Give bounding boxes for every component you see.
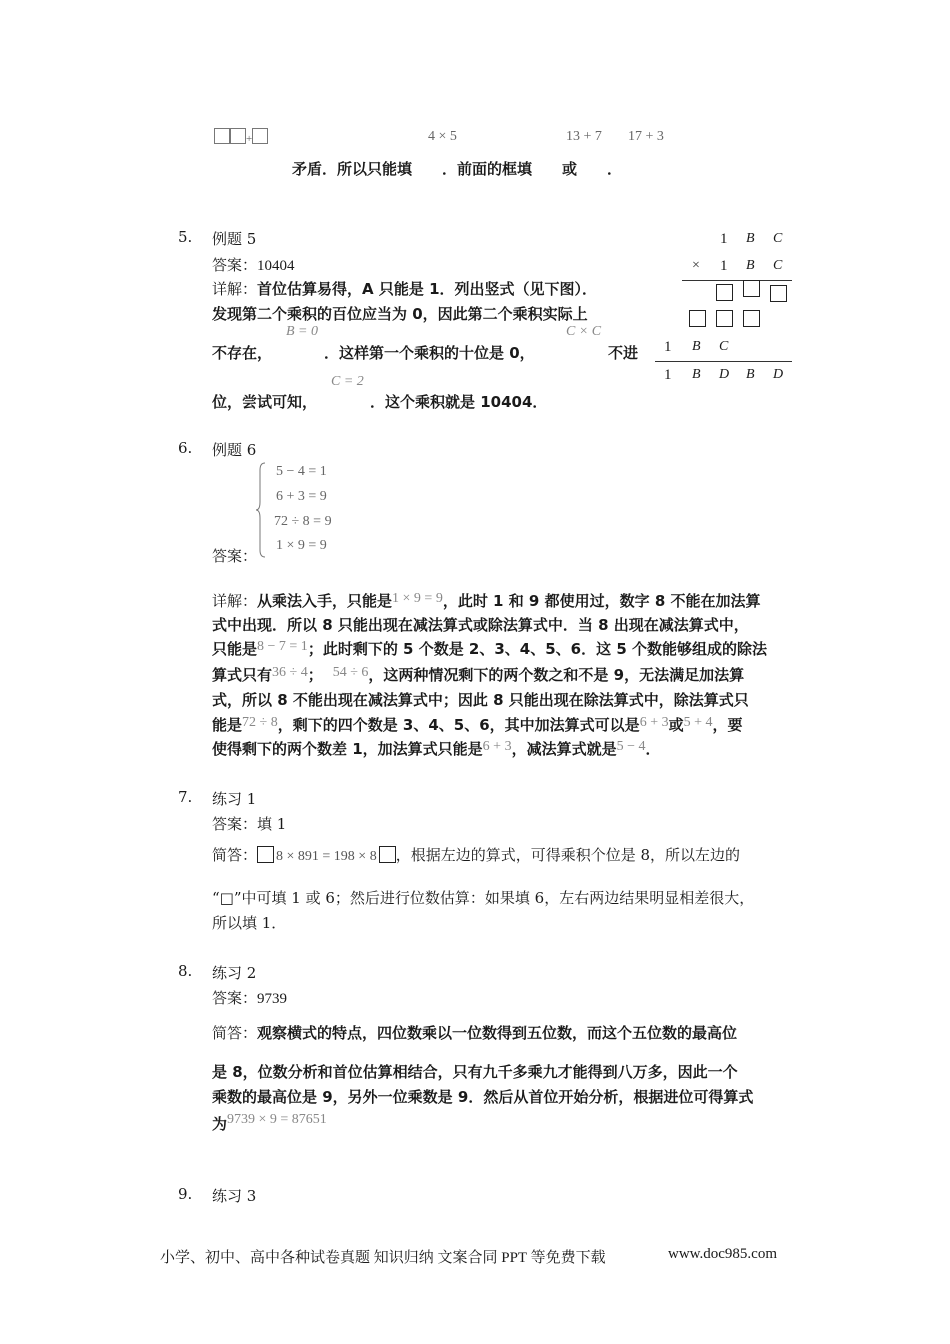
blank-box xyxy=(716,310,733,327)
brief-text: 观察横式的特点，四位数乘以一位数得到五位数，而这个五位数的最高位 xyxy=(257,1024,738,1042)
item-number: 9. xyxy=(178,1185,193,1203)
blank-box xyxy=(770,285,787,302)
detail-text: 算式只有 xyxy=(212,666,273,684)
formula: 36 ÷ 4 xyxy=(272,665,308,680)
answer-label: 答案： xyxy=(212,815,258,833)
detail-line-3c: 不进 xyxy=(608,344,639,362)
formula-c2: C = 2 xyxy=(331,374,364,389)
equation: 72 ÷ 8 = 9 xyxy=(274,514,332,529)
answer-row xyxy=(212,254,295,275)
detail-line xyxy=(212,590,760,611)
item-title: 例题 6 xyxy=(212,441,257,459)
digit: C xyxy=(773,258,783,273)
blank-box xyxy=(252,128,268,144)
digit: B xyxy=(692,367,701,382)
detail-text: ，剩下的四个数是 3、4、5、6，其中加法算式可以是 xyxy=(277,716,640,734)
answer-value: 9739 xyxy=(257,991,288,1007)
blank-box xyxy=(379,846,396,863)
digit: B xyxy=(746,367,755,382)
rule-line xyxy=(682,280,792,281)
detail-line-4a: 位，尝试可知， xyxy=(212,393,318,411)
brief-label: 简答： xyxy=(212,1024,258,1042)
brief-line: 乘数的最高位是 9，另外一位乘数是 9．然后从首位开始分析，根据进位可得算式 xyxy=(212,1088,754,1106)
formula: 9739 × 9 = 87651 xyxy=(227,1112,327,1127)
detail-text: 能是 xyxy=(212,716,243,734)
detail-text: 使得剩下的两个数差 1，加法算式只能是 xyxy=(212,740,483,758)
formula: 8 − 7 = 1 xyxy=(257,639,308,654)
brief-text: 为 xyxy=(212,1115,228,1133)
detail-text: ； xyxy=(307,666,323,684)
detail-label: 详解： xyxy=(212,280,258,298)
digit: 1 xyxy=(664,339,672,355)
detail-line xyxy=(212,738,661,759)
formula: 8 × 891 = 198 × 8 xyxy=(276,849,377,864)
formula: 72 ÷ 8 xyxy=(242,715,278,730)
footer-url[interactable]: www.doc985.com xyxy=(668,1246,778,1262)
rule-line xyxy=(655,361,792,362)
detail-line-4b: ．这个乘积就是 10404． xyxy=(370,393,548,411)
expr-17p3: 17 + 3 xyxy=(628,129,664,144)
brief-text: ，根据左边的算式，可得乘积个位是 8，所以左边的 xyxy=(395,846,741,864)
formula-b0: B = 0 xyxy=(286,324,318,339)
detail-text: 首位估算易得，A 只能是 1．列出竖式（见下图）． xyxy=(257,280,598,298)
answer-value: 10404 xyxy=(257,258,295,274)
detail-text: ，要 xyxy=(712,716,743,734)
digit: 1 xyxy=(664,367,672,383)
item-title: 练习 1 xyxy=(212,790,257,808)
answer-row xyxy=(212,813,286,834)
formula: 5 + 4 xyxy=(683,715,713,730)
detail-line: 式中出现．所以 8 只能出现在减法算式或除法算式中．当 8 出现在减法算式中， xyxy=(212,616,749,634)
item-number: 7. xyxy=(178,788,193,806)
detail-text: ；此时剩下的 5 个数是 2、3、4、5、6．这 5 个数能够组成的除法 xyxy=(307,640,767,658)
formula: 6 + 3 xyxy=(639,715,669,730)
brief-line xyxy=(212,1112,327,1134)
detail-line-2: 发现第二个乘积的百位应当为 0，因此第二个乘积实际上 xyxy=(212,305,588,323)
detail-line xyxy=(212,664,744,685)
formula: 5 − 4 xyxy=(616,739,646,754)
item-title: 练习 2 xyxy=(212,964,257,982)
digit: D xyxy=(719,367,730,382)
item-title: 练习 3 xyxy=(212,1187,257,1205)
equation: 6 + 3 = 9 xyxy=(276,489,327,504)
blank-box xyxy=(716,284,733,301)
digit: C xyxy=(719,339,729,354)
digit: D xyxy=(773,367,784,382)
detail-text: 只能是 xyxy=(212,640,258,658)
brief-line xyxy=(212,1022,737,1043)
detail-label: 详解： xyxy=(212,592,258,610)
item-title: 例题 5 xyxy=(212,230,257,248)
digit: 1 xyxy=(720,258,728,274)
brief-line: 是 8，位数分析和首位估算相结合，只有九千多乘九才能得到八万多，因此一个 xyxy=(212,1063,738,1081)
detail-line-1 xyxy=(212,278,597,299)
equation: 5 − 4 = 1 xyxy=(276,464,327,479)
equation: 1 × 9 = 9 xyxy=(276,538,327,553)
detail-text: ，减法算式就是 xyxy=(511,740,617,758)
blank-box xyxy=(257,846,274,863)
top-formula-row xyxy=(214,128,268,146)
answer-row xyxy=(212,987,287,1008)
answer-label: 答案： xyxy=(212,547,258,565)
expr-4x5: 4 × 5 xyxy=(428,129,457,144)
blank-box xyxy=(743,280,760,297)
brief-label: 简答： xyxy=(212,846,258,864)
item-number: 8. xyxy=(178,962,193,980)
detail-text: 从乘法入手，只能是 xyxy=(257,592,393,610)
formula-cxc: C × C xyxy=(566,324,602,339)
brief-line: 所以填 1． xyxy=(212,914,287,932)
plus-sign: + xyxy=(246,133,253,145)
formula: 1 × 9 = 9 xyxy=(392,591,443,606)
footer-text: 小学、初中、高中各种试卷真题 知识归纳 文案合同 PPT 等免费下载 xyxy=(160,1250,606,1266)
detail-line: 式，所以 8 不能出现在减法算式中；因此 8 只能出现在除法算式中，除法算式只 xyxy=(212,691,749,709)
answer-label: 答案： xyxy=(212,256,258,274)
times-sign: × xyxy=(692,258,700,273)
top-line: 矛盾．所以只能填 ．前面的框填 或 ． xyxy=(292,160,623,178)
detail-line-3a: 不存在， xyxy=(212,344,273,362)
digit: B xyxy=(692,339,701,354)
brace-icon xyxy=(256,462,266,558)
brief-line xyxy=(212,844,740,865)
detail-text: ，此时 1 和 9 都使用过，数字 8 不能在加法算 xyxy=(442,592,761,610)
digit: B xyxy=(746,231,755,246)
item-number: 5. xyxy=(178,228,193,246)
detail-text: ，这两种情况剩下的两个数之和不是 9，无法满足加法算 xyxy=(368,666,745,684)
formula: 54 ÷ 6 xyxy=(332,665,369,680)
detail-line xyxy=(212,714,743,735)
blank-box xyxy=(214,128,230,144)
blank-box xyxy=(743,310,760,327)
answer-value: 填 1 xyxy=(257,815,287,833)
blank-box xyxy=(689,310,706,327)
brief-line: “□”中可填 1 或 6；然后进行位数估算：如果填 6，左右两边结果明显相差很大， xyxy=(212,889,755,907)
formula: 6 + 3 xyxy=(482,739,512,754)
detail-text: 或 xyxy=(668,716,684,734)
detail-line xyxy=(212,638,767,659)
expr-13p7: 13 + 7 xyxy=(566,129,602,144)
detail-line-3b: ．这样第一个乘积的十位是 0， xyxy=(324,344,535,362)
digit: C xyxy=(773,231,783,246)
item-number: 6. xyxy=(178,439,193,457)
answer-label: 答案： xyxy=(212,989,258,1007)
detail-text: ． xyxy=(645,740,661,758)
blank-box xyxy=(230,128,246,144)
digit: B xyxy=(746,258,755,273)
digit: 1 xyxy=(720,231,728,247)
